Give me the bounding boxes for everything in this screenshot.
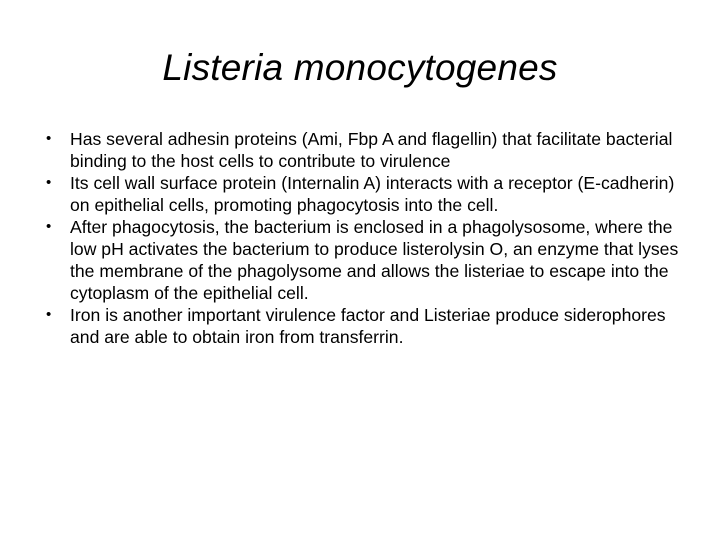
bullet-icon: • — [46, 174, 52, 191]
bullet-list — [46, 128, 686, 348]
bullet-item — [46, 128, 686, 172]
bullet-item — [46, 172, 686, 216]
bullet-item — [46, 304, 686, 348]
bullet-icon: • — [46, 130, 52, 147]
bullet-icon: • — [46, 306, 52, 323]
bullet-item — [46, 216, 686, 304]
bullet-icon: • — [46, 218, 52, 235]
slide-title: Listeria monocytogenes — [162, 47, 558, 88]
bullet-text: Has several adhesin proteins (Ami, Fbp A and flagellin) that facilitate bacterial binding to the host cells to contribute to virulence — [70, 129, 673, 171]
bullet-text: After phagocytosis, the bacterium is enclosed in a phagolysosome, where the low pH activates the bacterium to produce listerolysin O, an enzyme that lyses the membrane of the phagolysome and allows the listeriae to escape into the cytoplasm of the epithelial cell. — [70, 217, 679, 303]
bullet-text: Its cell wall surface protein (Internalin A) interacts with a receptor (E-cadherin) on epithelial cells, promoting phagocytosis into the cell. — [70, 173, 675, 215]
bullet-text: Iron is another important virulence factor and Listeriae produce siderophores and are able to obtain iron from transferrin. — [70, 305, 666, 347]
